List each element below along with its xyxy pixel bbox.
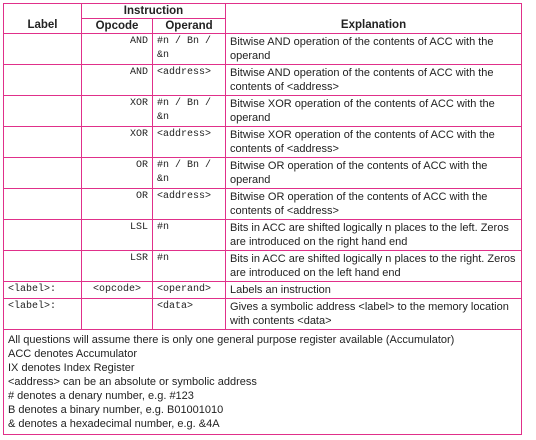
row-operand: <address> — [153, 127, 226, 158]
table-row — [4, 299, 522, 330]
row-opcode: XOR — [82, 96, 153, 127]
table-row — [4, 96, 522, 127]
note-line: All questions will assume there is only one general purpose register available (Accumulator) — [8, 334, 455, 346]
header-explanation: Explanation — [226, 4, 522, 34]
table-row — [4, 189, 522, 220]
row-explanation: Bitwise XOR operation of the contents of ACC with the contents of <address> — [226, 127, 522, 158]
row-label — [4, 158, 82, 189]
row-opcode: <opcode> — [82, 282, 153, 299]
row-label: <label>: — [4, 299, 82, 330]
row-operand: #n — [153, 220, 226, 251]
row-opcode: AND — [82, 65, 153, 96]
note-line: B denotes a binary number, e.g. B01001010 — [8, 404, 224, 416]
table-row — [4, 220, 522, 251]
row-operand: #n / Bn / &n — [153, 96, 226, 127]
note-line: <address> can be an absolute or symbolic address — [8, 376, 257, 388]
row-opcode: OR — [82, 189, 153, 220]
row-operand: #n / Bn / &n — [153, 158, 226, 189]
row-operand: <data> — [153, 299, 226, 330]
instruction-set-table-container — [3, 3, 522, 435]
row-operand: #n — [153, 251, 226, 282]
row-explanation: Bitwise AND operation of the contents of ACC with the contents of <address> — [226, 65, 522, 96]
header-instruction: Instruction — [82, 4, 226, 19]
row-operand: <address> — [153, 189, 226, 220]
table-row — [4, 251, 522, 282]
table-row — [4, 65, 522, 96]
row-opcode — [82, 299, 153, 330]
row-explanation: Bits in ACC are shifted logically n places to the left. Zeros are introduced on the right hand end — [226, 220, 522, 251]
notes-cell — [4, 330, 522, 435]
header-label: Label — [4, 4, 82, 34]
note-line: & denotes a hexadecimal number, e.g. &4A — [8, 418, 220, 430]
row-opcode: OR — [82, 158, 153, 189]
row-opcode: LSR — [82, 251, 153, 282]
row-label — [4, 127, 82, 158]
note-line: # denotes a denary number, e.g. #123 — [8, 390, 194, 402]
row-explanation: Bitwise OR operation of the contents of ACC with the contents of <address> — [226, 189, 522, 220]
row-explanation: Bits in ACC are shifted logically n places to the right. Zeros are introduced on the left hand end — [226, 251, 522, 282]
note-line: IX denotes Index Register — [8, 362, 135, 374]
row-opcode: LSL — [82, 220, 153, 251]
row-operand: <operand> — [153, 282, 226, 299]
table-row — [4, 282, 522, 299]
row-opcode: XOR — [82, 127, 153, 158]
row-explanation: Bitwise AND operation of the contents of ACC with the operand — [226, 34, 522, 65]
row-operand: <address> — [153, 65, 226, 96]
row-label — [4, 65, 82, 96]
row-explanation: Bitwise OR operation of the contents of ACC with the operand — [226, 158, 522, 189]
row-label — [4, 96, 82, 127]
row-label — [4, 220, 82, 251]
row-explanation: Gives a symbolic address <label> to the memory location with contents <data> — [226, 299, 522, 330]
row-explanation: Bitwise XOR operation of the contents of ACC with the operand — [226, 96, 522, 127]
row-label — [4, 251, 82, 282]
row-label — [4, 34, 82, 65]
row-opcode: AND — [82, 34, 153, 65]
row-explanation: Labels an instruction — [226, 282, 522, 299]
table-row — [4, 158, 522, 189]
note-line: ACC denotes Accumulator — [8, 348, 138, 360]
header-opcode: Opcode — [82, 19, 153, 34]
row-operand: #n / Bn / &n — [153, 34, 226, 65]
row-label: <label>: — [4, 282, 82, 299]
row-label — [4, 189, 82, 220]
header-operand: Operand — [153, 19, 226, 34]
table-row — [4, 127, 522, 158]
instruction-set-table — [3, 3, 522, 435]
notes-row — [4, 330, 522, 435]
table-row — [4, 34, 522, 65]
